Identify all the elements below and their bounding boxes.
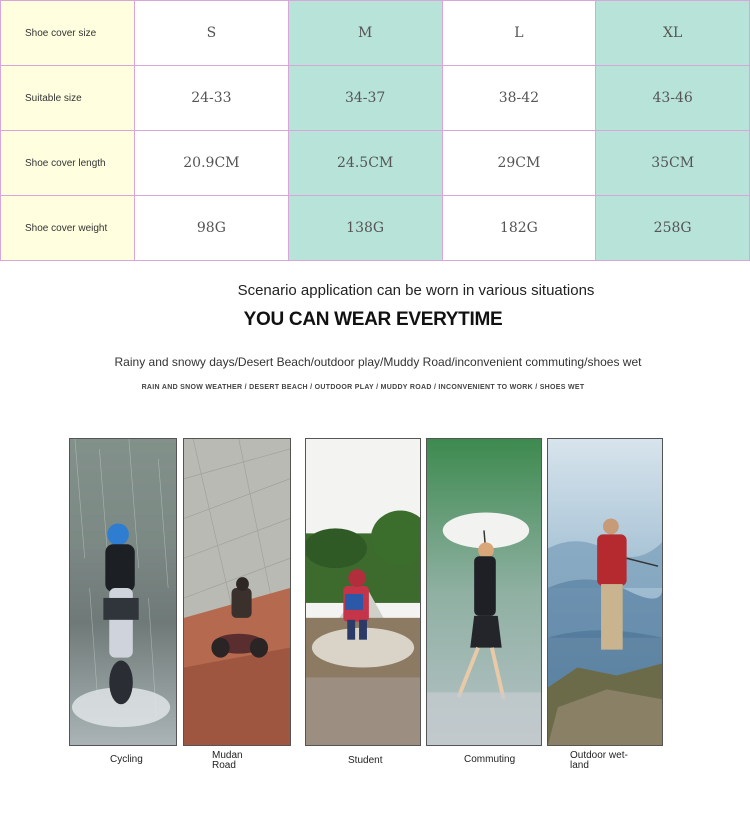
row-label-weight: Shoe cover weight <box>1 196 135 261</box>
table-cell: 24.5CM <box>288 131 442 196</box>
table-cell: 138G <box>288 196 442 261</box>
caption-outdoor-wetland-line1: Outdoor wet- <box>570 750 628 761</box>
caption-outdoor-wetland-line2: land <box>570 760 589 771</box>
table-cell: XL <box>596 1 750 66</box>
table-row <box>1 66 750 131</box>
table-row <box>1 196 750 261</box>
headline: YOU CAN WEAR EVERYTIME <box>243 309 503 330</box>
table-row <box>1 1 750 66</box>
row-label-length: Shoe cover length <box>1 131 135 196</box>
scene-outdoor-wetland-image <box>547 438 663 746</box>
caption-mudan-road-line1: Mudan <box>212 750 243 761</box>
row-label-size: Shoe cover size <box>1 1 135 66</box>
row-label-suitable: Suitable size <box>1 66 135 131</box>
table-row <box>1 131 750 196</box>
scenario-title: Scenario application can be worn in various situations <box>237 282 595 299</box>
table-cell: 35CM <box>596 131 750 196</box>
table-cell: L <box>442 1 596 66</box>
table-cell: 258G <box>596 196 750 261</box>
caption-mudan-road-line2: Road <box>212 760 236 771</box>
scene-cycling-image <box>69 438 177 746</box>
caption-student: Student <box>348 755 383 766</box>
scene-mud-road-image <box>183 438 291 746</box>
table-cell: S <box>135 1 289 66</box>
table-cell: M <box>288 1 442 66</box>
table-cell: 38-42 <box>442 66 596 131</box>
table-cell: 29CM <box>442 131 596 196</box>
caption-cycling: Cycling <box>110 754 143 765</box>
table-cell: 182G <box>442 196 596 261</box>
caption-outdoor-wetland <box>570 751 628 771</box>
table-cell: 20.9CM <box>135 131 289 196</box>
caption-mudan-road <box>212 751 243 771</box>
caption-commuting: Commuting <box>464 754 516 765</box>
scene-student-image <box>305 438 421 746</box>
situations-text: Rainy and snowy days/Desert Beach/outdoor play/Muddy Road/inconvenient commuting/shoes wet <box>114 355 642 369</box>
table-cell: 24-33 <box>135 66 289 131</box>
table-cell: 98G <box>135 196 289 261</box>
scene-commuting-image <box>426 438 542 746</box>
situations-caps-text: RAIN AND SNOW WEATHER / DESERT BEACH / OUTDOOR PLAY / MUDDY ROAD / INCONVENIENT TO WORK / SHOES WET <box>141 384 585 391</box>
table-cell: 43-46 <box>596 66 750 131</box>
size-table <box>0 0 750 261</box>
table-cell: 34-37 <box>288 66 442 131</box>
